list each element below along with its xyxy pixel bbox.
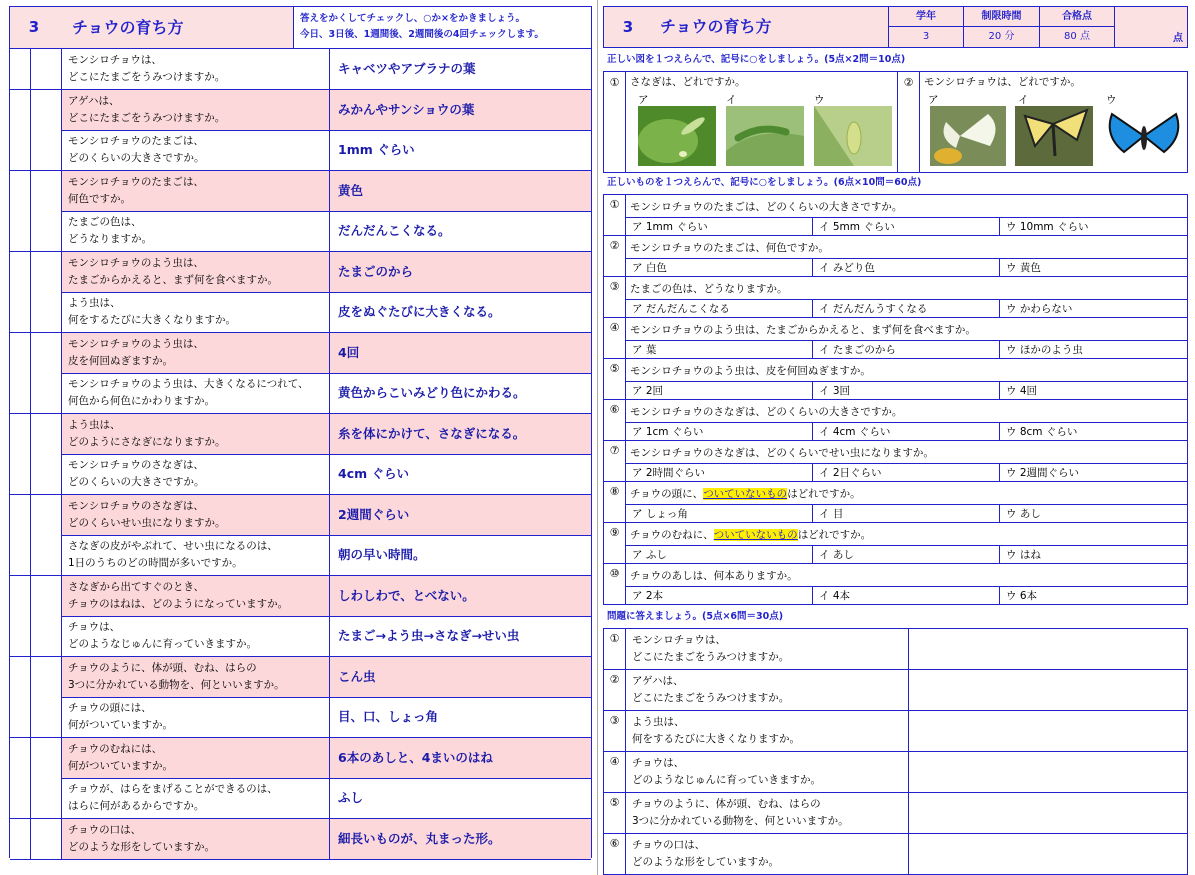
option-label[interactable]: イ xyxy=(1018,94,1029,106)
question-text-start: チョウのむねに、 xyxy=(630,529,714,541)
question-line: モンシロチョウのさなぎは、 xyxy=(68,499,204,512)
question-text xyxy=(62,778,330,818)
question-line: はらに何があるからですか。 xyxy=(68,800,205,812)
question-text xyxy=(626,523,1187,545)
question-text xyxy=(62,333,330,373)
question-text xyxy=(62,211,330,251)
question-number: ⑦ xyxy=(604,441,626,481)
question-line: どのくらいの大きさですか。 xyxy=(68,152,205,164)
answer-field[interactable] xyxy=(909,752,1187,792)
question-text xyxy=(62,414,330,454)
question-number: ⑥ xyxy=(604,834,626,874)
question-number: ⑤ xyxy=(604,793,626,833)
question-line: どのようにさなぎになりますか。 xyxy=(68,435,226,448)
question-text xyxy=(62,454,330,494)
question-line: さなぎの皮がやぶれて、せい虫になるのは、 xyxy=(68,540,278,552)
question-number: ② xyxy=(898,72,920,172)
option-label[interactable]: イ xyxy=(726,94,737,106)
score-box[interactable] xyxy=(1114,7,1187,47)
answer-field[interactable] xyxy=(909,711,1187,751)
question-line: チョウのように、体が頭、むね、はらの xyxy=(68,661,257,674)
unit-number: 3 xyxy=(622,18,634,36)
check-box[interactable] xyxy=(31,535,62,575)
question-text: モンシロチョウのたまごは、どのくらいの大きさですか。 xyxy=(630,201,903,213)
check-box[interactable] xyxy=(31,414,62,454)
written-question xyxy=(604,670,1187,711)
left-header xyxy=(10,7,591,49)
check-box[interactable] xyxy=(10,90,31,130)
question-line: アゲハは、 xyxy=(632,675,684,687)
mc-question xyxy=(604,195,1187,236)
mc-question xyxy=(604,400,1187,441)
check-box[interactable] xyxy=(10,819,31,859)
qa-row xyxy=(10,576,591,617)
qa-row xyxy=(10,211,591,252)
multiple-choice-questions xyxy=(603,194,1188,605)
answer-text: キャベツやアブラナの葉 xyxy=(338,61,476,76)
section-heading: 正しい図を１つえらんで、記号に○をしましょう。(5点×2問＝10点) xyxy=(607,54,906,65)
chrysalis-photo[interactable] xyxy=(814,106,892,166)
check-box[interactable] xyxy=(10,576,31,616)
written-question xyxy=(604,711,1187,752)
written-question xyxy=(604,793,1187,834)
question-line: どのくらいの大きさですか。 xyxy=(68,476,205,488)
written-questions xyxy=(603,628,1188,875)
option-a[interactable]: ア 2本 xyxy=(626,586,813,604)
answer-text: 黄色からこいみどり色にかわる。 xyxy=(338,385,526,400)
check-box[interactable] xyxy=(10,495,31,535)
question-text xyxy=(62,738,330,778)
option-c[interactable]: ウ ほかのよう虫 xyxy=(1000,340,1187,358)
question-line: よう虫は、 xyxy=(68,418,121,431)
option-c[interactable]: ウ 8cm ぐらい xyxy=(1000,422,1187,440)
question-line: どうなりますか。 xyxy=(68,233,152,245)
option-b[interactable]: イ 目 xyxy=(813,504,1000,522)
blue-morpho-butterfly-photo[interactable] xyxy=(1104,106,1184,166)
question-text xyxy=(62,657,330,697)
green-caterpillar-photo[interactable] xyxy=(726,106,804,166)
question-text: チョウのあしは、何本ありますか。 xyxy=(630,570,798,582)
answer-text: みかんやサンショウの葉 xyxy=(338,101,475,117)
question-line: チョウは、 xyxy=(68,621,121,633)
question-text xyxy=(62,373,330,413)
question-text xyxy=(626,834,909,874)
question-line: チョウの頭には、 xyxy=(68,702,152,714)
answer-text: 4回 xyxy=(338,344,360,360)
mc-question xyxy=(604,523,1187,564)
mc-question xyxy=(604,359,1187,400)
answer-text: 糸を体にかけて、さなぎになる。 xyxy=(338,425,526,441)
question-line: どこにたまごをうみつけますか。 xyxy=(632,651,790,663)
qa-row xyxy=(10,697,591,738)
question-line: 何がついていますか。 xyxy=(68,719,173,731)
qa-row xyxy=(10,535,591,576)
option-b[interactable]: イ たまごのから xyxy=(813,340,1000,358)
quiz-header xyxy=(603,6,1188,48)
question-text: さなぎは、どれですか。 xyxy=(630,76,746,88)
instruction-line: 答えをかくしてチェックし、○か×をかきましょう。 xyxy=(300,13,525,24)
option-b[interactable]: イ 3回 xyxy=(813,381,1000,399)
option-a[interactable]: ア 白色 xyxy=(626,258,813,276)
check-box[interactable] xyxy=(10,171,31,211)
question-line: さなぎから出てすぐのとき、 xyxy=(68,580,205,593)
answer-text: 目、口、しょっ角 xyxy=(338,709,439,724)
check-box[interactable] xyxy=(10,454,31,494)
qa-row xyxy=(10,454,591,495)
answer-text: 2週間ぐらい xyxy=(338,506,410,522)
question-number: ⑧ xyxy=(604,482,626,522)
check-box[interactable] xyxy=(31,49,62,89)
option-a[interactable]: ア ふし xyxy=(626,545,813,563)
qa-row xyxy=(10,738,591,779)
question-text xyxy=(62,292,330,332)
check-box[interactable] xyxy=(31,373,62,413)
question-text xyxy=(626,711,909,751)
passing-score-value: 80 点 xyxy=(1064,31,1090,42)
question-line: モンシロチョウのさなぎは、 xyxy=(68,459,204,471)
question-line: 何をするたびに大きくなりますか。 xyxy=(632,733,800,745)
question-line: どのくらいせい虫になりますか。 xyxy=(68,516,226,529)
question-number: ① xyxy=(604,72,626,172)
check-box[interactable] xyxy=(31,778,62,818)
check-box[interactable] xyxy=(31,130,62,170)
question-text xyxy=(62,130,330,170)
option-a[interactable]: ア 2回 xyxy=(626,381,813,399)
page-divider xyxy=(597,0,598,875)
written-question xyxy=(604,629,1187,670)
option-b[interactable]: イ 2日ぐらい xyxy=(813,463,1000,481)
answer-text: 細長いものが、丸まった形。 xyxy=(338,830,501,846)
question-text xyxy=(626,752,909,792)
option-c[interactable]: ウ 4回 xyxy=(1000,381,1187,399)
option-a[interactable]: ア しょっ角 xyxy=(626,504,813,522)
section-heading: 問題に答えましょう。(5点×6問＝30点) xyxy=(607,611,784,622)
question-line: たまごからかえると、まず何を食べますか。 xyxy=(68,273,278,286)
question-text-end: はどれですか。 xyxy=(797,529,872,541)
question-text xyxy=(626,482,1187,504)
option-label[interactable]: ウ xyxy=(1106,94,1117,106)
white-butterfly-photo[interactable] xyxy=(930,106,1006,166)
option-b[interactable]: イ みどり色 xyxy=(813,258,1000,276)
question-number: ⑨ xyxy=(604,523,626,563)
grade-cell xyxy=(888,7,963,47)
written-question xyxy=(604,834,1187,875)
question-text xyxy=(62,616,330,656)
qa-row xyxy=(10,414,591,455)
question-line: たまごの色は、 xyxy=(68,216,142,228)
question-number: ② xyxy=(604,236,626,276)
picture-question-1 xyxy=(604,72,898,172)
check-box[interactable] xyxy=(10,657,31,697)
option-a[interactable]: ア 1cm ぐらい xyxy=(626,422,813,440)
score-unit: 点 xyxy=(1173,33,1183,44)
question-line: よう虫は、 xyxy=(632,716,685,728)
highlighted-phrase: ついていないもの xyxy=(703,488,788,500)
mc-question xyxy=(604,318,1187,359)
check-box[interactable] xyxy=(31,657,62,697)
question-number: ③ xyxy=(604,711,626,751)
option-c[interactable]: ウ はね xyxy=(1000,545,1187,563)
question-line: チョウの口は、 xyxy=(68,823,142,836)
check-box[interactable] xyxy=(31,616,62,656)
answer-field[interactable] xyxy=(909,670,1187,710)
picture-questions xyxy=(603,71,1188,173)
question-text xyxy=(62,171,330,211)
question-line: どこにたまごをうみつけますか。 xyxy=(68,71,226,83)
question-text: モンシロチョウのよう虫は、たまごからかえると、まず何を食べますか。 xyxy=(630,324,976,336)
question-line: アゲハは、 xyxy=(68,94,120,107)
check-box[interactable] xyxy=(10,333,31,373)
question-text: モンシロチョウは、どれですか。 xyxy=(924,76,1081,88)
question-text xyxy=(626,629,909,669)
question-line: モンシロチョウは、 xyxy=(68,54,162,66)
answer-text: こん虫 xyxy=(338,668,376,684)
check-box[interactable] xyxy=(10,292,31,332)
check-box[interactable] xyxy=(10,778,31,818)
question-text xyxy=(62,252,330,292)
check-box[interactable] xyxy=(31,697,62,737)
option-b[interactable]: イ だんだんうすくなる xyxy=(813,299,1000,317)
qa-row xyxy=(10,819,591,860)
check-box[interactable] xyxy=(10,373,31,413)
time-limit-cell xyxy=(963,7,1039,47)
check-box[interactable] xyxy=(10,414,31,454)
qa-row xyxy=(10,373,591,414)
mc-question xyxy=(604,441,1187,482)
question-line: 3つに分かれている動物を、何といいますか。 xyxy=(68,678,285,691)
question-line: モンシロチョウのたまごは、 xyxy=(68,175,204,188)
question-line: チョウの口は、 xyxy=(632,839,706,851)
check-box[interactable] xyxy=(31,252,62,292)
qa-row xyxy=(10,292,591,333)
question-line: どのような形をしていますか。 xyxy=(68,840,215,853)
instruction-line: 今日、3日後、1週間後、2週間後の4回チェックします。 xyxy=(300,29,544,40)
question-number: ⑥ xyxy=(604,400,626,440)
question-number: ④ xyxy=(604,318,626,358)
check-box[interactable] xyxy=(10,211,31,251)
option-c[interactable]: ウ あし xyxy=(1000,504,1187,522)
option-c[interactable]: ウ 10mm ぐらい xyxy=(1000,217,1187,235)
question-line: モンシロチョウは、 xyxy=(632,634,726,646)
answer-text: 朝の早い時間。 xyxy=(338,547,426,562)
qa-row xyxy=(10,49,591,90)
answer-text: 6本のあしと、4まいのはね xyxy=(338,749,493,765)
question-text xyxy=(62,697,330,737)
question-text xyxy=(62,819,330,859)
check-box[interactable] xyxy=(31,292,62,332)
question-text xyxy=(62,90,330,130)
option-label[interactable]: ア xyxy=(928,94,939,106)
question-line: 何をするたびに大きくなりますか。 xyxy=(68,314,236,326)
check-box[interactable] xyxy=(10,697,31,737)
check-box[interactable] xyxy=(31,454,62,494)
answer-text: だんだんこくなる。 xyxy=(338,223,451,238)
question-text xyxy=(62,535,330,575)
option-b[interactable]: イ あし xyxy=(813,545,1000,563)
question-text xyxy=(62,576,330,616)
question-text xyxy=(62,495,330,535)
option-a[interactable]: ア 2時間ぐらい xyxy=(626,463,813,481)
question-text xyxy=(626,670,909,710)
check-box[interactable] xyxy=(10,130,31,170)
question-text xyxy=(626,793,909,833)
question-line: よう虫は、 xyxy=(68,297,121,309)
answer-text: 4cm ぐらい xyxy=(338,466,409,481)
mc-question xyxy=(604,564,1187,605)
qa-row xyxy=(10,130,591,171)
time-limit-label: 制限時間 xyxy=(964,7,1039,27)
option-a[interactable]: ア 葉 xyxy=(626,340,813,358)
unit-number: 3 xyxy=(10,7,58,48)
check-box[interactable] xyxy=(31,90,62,130)
question-line: どこにたまごをうみつけますか。 xyxy=(68,111,226,124)
question-line: モンシロチョウのよう虫は、大きくなるにつれて、 xyxy=(68,378,309,390)
option-b[interactable]: イ 4本 xyxy=(813,586,1000,604)
option-b[interactable]: イ 4cm ぐらい xyxy=(813,422,1000,440)
question-line: どこにたまごをうみつけますか。 xyxy=(632,692,790,704)
page-title: チョウの育ち方 xyxy=(660,17,772,36)
question-number: ④ xyxy=(604,752,626,792)
passing-score-label: 合格点 xyxy=(1040,7,1114,27)
question-number: ① xyxy=(604,629,626,669)
option-c[interactable]: ウ 6本 xyxy=(1000,586,1187,604)
highlighted-phrase: ついていないもの xyxy=(713,529,798,541)
answer-text: しわしわで、とべない。 xyxy=(338,587,475,603)
answer-field[interactable] xyxy=(909,629,1187,669)
picture-question-2 xyxy=(898,72,1187,172)
answer-field[interactable] xyxy=(909,793,1187,833)
option-b[interactable]: イ 5mm ぐらい xyxy=(813,217,1000,235)
question-line: どのような形をしていますか。 xyxy=(632,856,779,868)
qa-row xyxy=(10,171,591,212)
answer-text: たまごのから xyxy=(338,263,414,279)
question-text: モンシロチョウのよう虫は、皮を何回ぬぎますか。 xyxy=(630,365,871,377)
option-label[interactable]: ア xyxy=(638,94,649,106)
question-text xyxy=(62,49,330,89)
qa-row xyxy=(10,90,591,131)
grade-label: 学年 xyxy=(889,7,963,27)
answer-text: 黄色 xyxy=(338,182,364,198)
question-line: 皮を何回ぬぎますか。 xyxy=(68,354,173,367)
question-line: モンシロチョウのたまごは、 xyxy=(68,135,204,147)
answer-field[interactable] xyxy=(909,834,1187,874)
option-c[interactable]: ウ かわらない xyxy=(1000,299,1187,317)
question-line: 何がついていますか。 xyxy=(68,759,173,772)
mc-question xyxy=(604,482,1187,523)
check-box[interactable] xyxy=(31,333,62,373)
option-c[interactable]: ウ 2週間ぐらい xyxy=(1000,463,1187,481)
question-text: モンシロチョウのたまごは、何色ですか。 xyxy=(630,242,829,254)
question-line: モンシロチョウのよう虫は、 xyxy=(68,337,204,350)
grade-value: 3 xyxy=(922,31,930,42)
question-line: チョウのように、体が頭、むね、はらの xyxy=(632,798,821,810)
check-box[interactable] xyxy=(10,616,31,656)
check-box[interactable] xyxy=(10,252,31,292)
question-text: モンシロチョウのさなぎは、どのくらいの大きさですか。 xyxy=(630,406,903,418)
right-quiz xyxy=(603,6,1188,868)
answer-text: たまご→よう虫→さなぎ→せい虫 xyxy=(338,628,520,643)
question-number: ① xyxy=(604,195,626,235)
qa-row xyxy=(10,657,591,698)
question-line: チョウが、はらをまげることができるのは、 xyxy=(68,783,278,795)
question-line: チョウのはねは、どのようになっていますか。 xyxy=(68,597,289,610)
section-heading: 正しいものを１つえらんで、記号に○をしましょう。(6点×10問＝60点) xyxy=(607,177,922,188)
question-line: 何色から何色にかわりますか。 xyxy=(68,395,215,407)
question-line: 何色ですか。 xyxy=(68,192,131,205)
question-text-end: はどれですか。 xyxy=(787,488,861,500)
option-a[interactable]: ア だんだんこくなる xyxy=(626,299,813,317)
answer-text: ふし xyxy=(338,790,364,805)
option-a[interactable]: ア 1mm ぐらい xyxy=(626,217,813,235)
qa-row xyxy=(10,778,591,819)
check-instructions xyxy=(294,7,591,48)
written-question xyxy=(604,752,1187,793)
answer-text: 1mm ぐらい xyxy=(338,142,415,157)
left-worksheet xyxy=(9,6,592,858)
question-text-start: チョウの頭に、 xyxy=(630,488,704,500)
qa-row xyxy=(10,252,591,293)
qa-row xyxy=(10,616,591,657)
check-box[interactable] xyxy=(31,211,62,251)
check-box[interactable] xyxy=(31,171,62,211)
question-number: ② xyxy=(604,670,626,710)
question-line: どのようなじゅんに育っていきますか。 xyxy=(632,774,821,786)
page-title: チョウの育ち方 xyxy=(58,7,294,48)
question-number: ③ xyxy=(604,277,626,317)
qa-row xyxy=(10,495,591,536)
caterpillar-on-leaf-photo[interactable] xyxy=(638,106,716,166)
question-line: チョウは、 xyxy=(632,757,685,769)
check-box[interactable] xyxy=(31,495,62,535)
question-text: たまごの色は、どうなりますか。 xyxy=(630,283,788,295)
check-box[interactable] xyxy=(10,738,31,778)
qa-row xyxy=(10,333,591,374)
question-line: 3つに分かれている動物を、何といいますか。 xyxy=(632,815,849,827)
time-limit-value: 20 分 xyxy=(988,31,1015,42)
check-box[interactable] xyxy=(10,535,31,575)
check-box[interactable] xyxy=(10,49,31,89)
answer-text: 皮をぬぐたびに大きくなる。 xyxy=(338,304,501,319)
question-line: モンシロチョウのよう虫は、 xyxy=(68,256,204,269)
check-box[interactable] xyxy=(31,738,62,778)
mc-question xyxy=(604,277,1187,318)
question-line: 1日のうちのどの時間が多いですか。 xyxy=(68,557,243,569)
check-box[interactable] xyxy=(31,819,62,859)
option-c[interactable]: ウ 黄色 xyxy=(1000,258,1187,276)
question-text: モンシロチョウのさなぎは、どのくらいでせい虫になりますか。 xyxy=(630,447,934,459)
question-line: どのようなじゅんに育っていきますか。 xyxy=(68,638,257,650)
question-line: チョウのむねには、 xyxy=(68,742,163,755)
passing-score-cell xyxy=(1039,7,1114,47)
check-box[interactable] xyxy=(31,576,62,616)
mc-question xyxy=(604,236,1187,277)
question-number: ⑩ xyxy=(604,564,626,604)
option-label[interactable]: ウ xyxy=(814,94,825,106)
question-number: ⑤ xyxy=(604,359,626,399)
swallowtail-butterfly-photo[interactable] xyxy=(1015,106,1093,166)
